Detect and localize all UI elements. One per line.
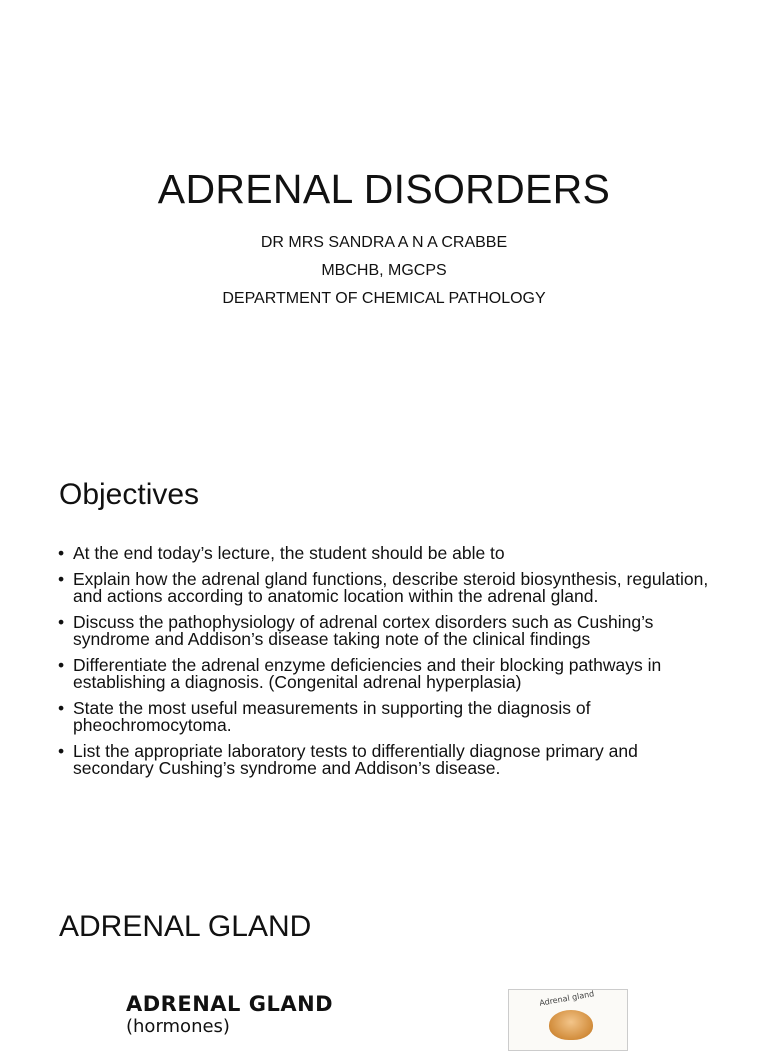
presenter-department: DEPARTMENT OF CHEMICAL PATHOLOGY: [222, 290, 546, 307]
adrenal-gland-image-label: Adrenal gland: [538, 989, 595, 1008]
list-item: • Discuss the pathophysiology of adrenal cortex disorders such as Cushing’s syndrome and Addison’s disease taking note of the clinical findings: [58, 614, 718, 649]
objectives-heading: Objectives: [59, 478, 200, 511]
adrenal-gland-heading: ADRENAL GLAND: [59, 910, 312, 943]
presentation-title: ADRENAL DISORDERS: [157, 166, 611, 212]
objectives-list: [58, 545, 718, 786]
presenter-name: DR MRS SANDRA A N A CRABBE: [260, 234, 508, 251]
title-slide: [0, 0, 768, 432]
image-subtitle: (hormones): [126, 1016, 230, 1037]
list-item: • List the appropriate laboratory tests to differentially diagnose primary and secondary Cushing’s syndrome and Addison’s disease.: [58, 743, 718, 778]
list-item: • Differentiate the adrenal enzyme deficiencies and their blocking pathways in establishing a diagnosis. (Congenital adrenal hyperplasia): [58, 657, 718, 692]
adrenal-gland-image: [508, 989, 628, 1051]
objectives-slide: [0, 432, 768, 864]
list-item: • Explain how the adrenal gland functions, describe steroid biosynthesis, regulation, and actions according to anatomic location within the adrenal gland.: [58, 571, 718, 606]
image-title: ADRENAL GLAND: [126, 992, 334, 1016]
presenter-info: [0, 229, 768, 313]
adrenal-gland-illustration: [549, 1010, 593, 1040]
adrenal-gland-slide: [0, 864, 768, 1037]
list-item: • State the most useful measurements in supporting the diagnosis of pheochromocytoma.: [58, 700, 718, 735]
list-item: • At the end today’s lecture, the student should be able to: [58, 545, 718, 563]
presenter-qualifications: MBCHB, MGCPS: [321, 262, 447, 279]
